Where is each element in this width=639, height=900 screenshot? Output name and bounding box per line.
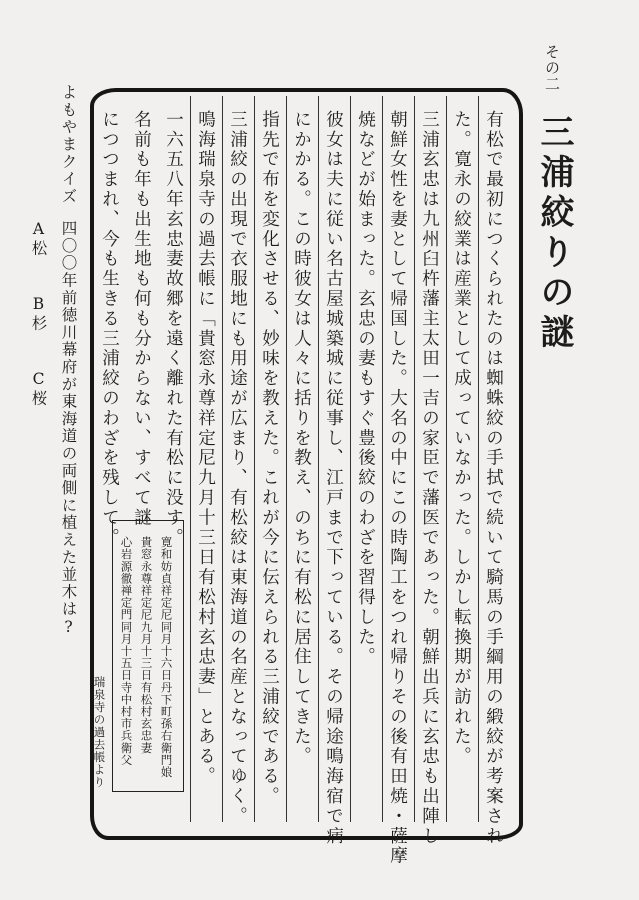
quiz-option-c xyxy=(30,370,46,407)
column-rule xyxy=(446,96,447,822)
register-caption: 瑞泉寺の過去帳より xyxy=(92,676,107,789)
option-text: 桜 xyxy=(29,389,48,407)
body-column: 名前も年も出生地も何も分からない、すべて謎 xyxy=(131,110,152,528)
body-column: 三浦玄忠は九州臼杵藩主太田一吉の家臣で藩医であった。朝鮮出兵に玄忠も出陣し xyxy=(419,110,440,847)
body-column: 彼女は夫に従い名古屋城築城に従事し、江戸まで下っている。その帰途鳴海宿で病 xyxy=(323,110,344,847)
column-rule xyxy=(414,96,415,822)
quiz-options xyxy=(30,220,46,407)
register-line: 貴窓永尊祥定尼九月十三日有松村玄忠妻 xyxy=(139,536,154,754)
body-column: 朝鮮女性を妻として帰国した。大名の中にこの時陶工をつれ帰りその後有田焼・薩摩 xyxy=(387,110,408,867)
body-column: 有松で最初につくられたのは蜘蛛絞の手拭で続いて騎馬の手綱用の緞絞が考案され xyxy=(483,110,504,847)
body-column: にかかる。この時彼女は人々に括りを教え、のちに有松に居住してきた。 xyxy=(291,110,312,767)
page-title: 三浦絞りの謎 xyxy=(534,114,574,354)
option-letter: C xyxy=(29,369,48,390)
body-column: につつまれ、今も生きる三浦絞のわざを残して。 xyxy=(99,110,120,548)
column-rule xyxy=(254,96,255,822)
option-text: 杉 xyxy=(29,314,48,333)
column-rule xyxy=(318,96,319,822)
column-rule xyxy=(286,96,287,822)
option-letter: A xyxy=(29,220,48,240)
quiz-option-a xyxy=(30,220,46,257)
register-line: 心岩源徹禅定門同月十五日寺中村市兵衛父 xyxy=(119,536,134,766)
column-rule xyxy=(190,96,191,822)
option-text: 松 xyxy=(29,239,48,258)
column-rule xyxy=(478,96,479,822)
column-rule xyxy=(222,96,223,822)
body-column: た。寛永の絞業は産業として成っていなかった。しかし転換期が訪れた。 xyxy=(451,110,472,767)
quiz-question: 四〇〇年前徳川幕府が東海道の両側に植えた並木は? xyxy=(59,220,78,638)
body-column: 指先で布を変化させる、妙味を教えた。これが今に伝えられる三浦絞である。 xyxy=(259,110,280,807)
quiz-title: よもやまクイズ xyxy=(59,84,78,206)
body-column: 鳴海瑞泉寺の過去帳に「貴窓永尊祥定尼九月十三日有松村玄忠妻」とある。 xyxy=(195,110,216,787)
section-subtitle: その二 xyxy=(543,44,561,92)
column-rule xyxy=(382,96,383,822)
body-column: 三浦絞の出現で衣服地にも用途が広まり、有松絞は東海道の名産となってゆく。 xyxy=(227,110,248,827)
body-column: 焼などが始まった。玄忠の妻もすぐ豊後絞のわざを習得した。 xyxy=(355,110,376,668)
quiz-option-b xyxy=(30,295,46,332)
body-column: 一六五八年玄忠妻故郷を遠く離れた有松に没す。 xyxy=(163,110,184,548)
option-letter: B xyxy=(29,294,48,315)
column-rule xyxy=(350,96,351,822)
register-line: 寛和妨貞祥定尼同月十六日丹下町孫右衛門娘 xyxy=(159,536,174,778)
